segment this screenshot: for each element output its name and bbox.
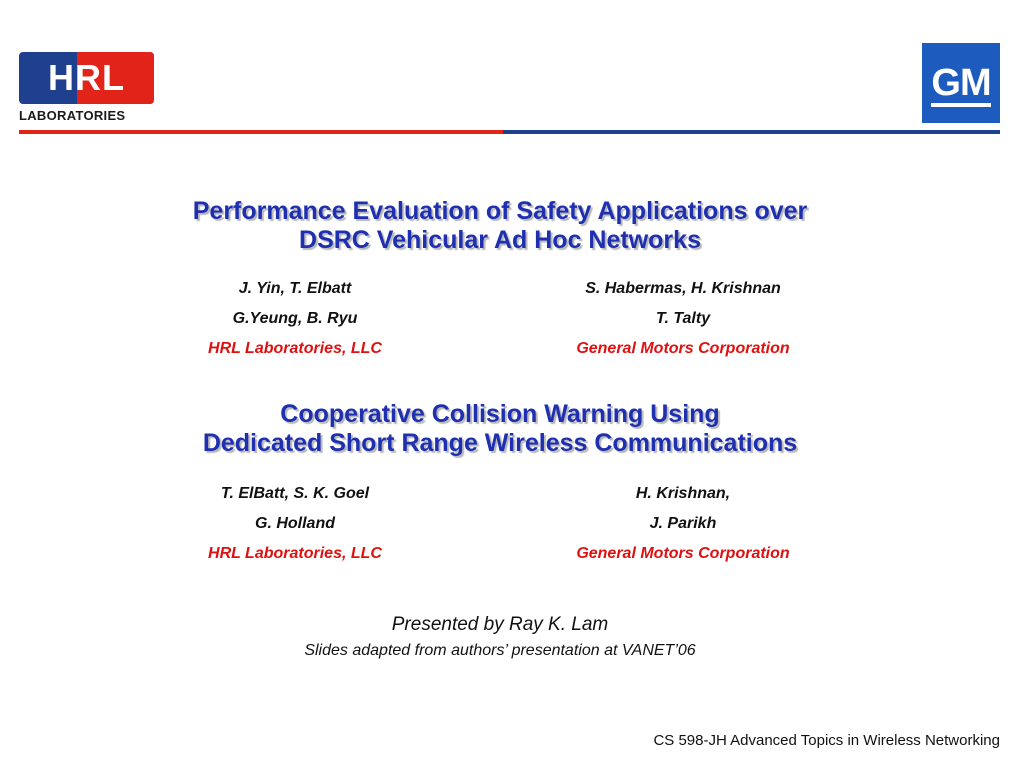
author-line: G.Yeung, B. Ryu	[232, 310, 358, 327]
author-line: T. ElBatt, S. K. Goel	[220, 485, 370, 502]
paper1-hrl-authors	[115, 274, 475, 364]
author-line: J. Yin, T. Elbatt	[238, 280, 352, 297]
affiliation: HRL Laboratories, LLC	[208, 545, 382, 562]
paper2-hrl-authors	[115, 479, 475, 569]
gm-logo-letters: GM	[931, 63, 990, 107]
paper1-gm-authors	[503, 274, 863, 364]
header-rule-red	[19, 130, 503, 134]
paper1-title-line2: DSRC Vehicular Ad Hoc Networks	[299, 226, 701, 254]
author-line: S. Habermas, H. Krishnan	[585, 280, 781, 297]
affiliation: HRL Laboratories, LLC	[208, 340, 382, 357]
presenter-line: Presented by Ray K. Lam	[391, 614, 609, 635]
hrl-logo-letters: HRL	[48, 57, 125, 98]
paper1-title	[0, 197, 1000, 255]
hrl-laboratories-logo	[19, 52, 157, 128]
author-line: G. Holland	[255, 515, 335, 532]
author-line: T. Talty	[655, 310, 711, 327]
affiliation: General Motors Corporation	[576, 545, 790, 562]
paper2-title	[0, 400, 1000, 458]
gm-logo	[922, 43, 1000, 123]
paper2-title-line2: Dedicated Short Range Wireless Communications	[202, 429, 798, 457]
author-line: J. Parikh	[649, 515, 717, 532]
paper2-title-line1: Cooperative Collision Warning Using	[280, 400, 720, 428]
hrl-logo-subtitle: LABORATORIES	[19, 108, 126, 123]
header-rule-blue	[503, 130, 1000, 134]
paper1-title-line1: Performance Evaluation of Safety Applications over	[192, 197, 808, 225]
presenter-note: Slides adapted from authors’ presentation at VANET’06	[304, 642, 696, 659]
affiliation: General Motors Corporation	[576, 340, 790, 357]
course-footer: CS 598-JH Advanced Topics in Wireless Networking	[653, 732, 1000, 749]
author-line: H. Krishnan,	[635, 485, 731, 502]
paper2-gm-authors	[503, 479, 863, 569]
